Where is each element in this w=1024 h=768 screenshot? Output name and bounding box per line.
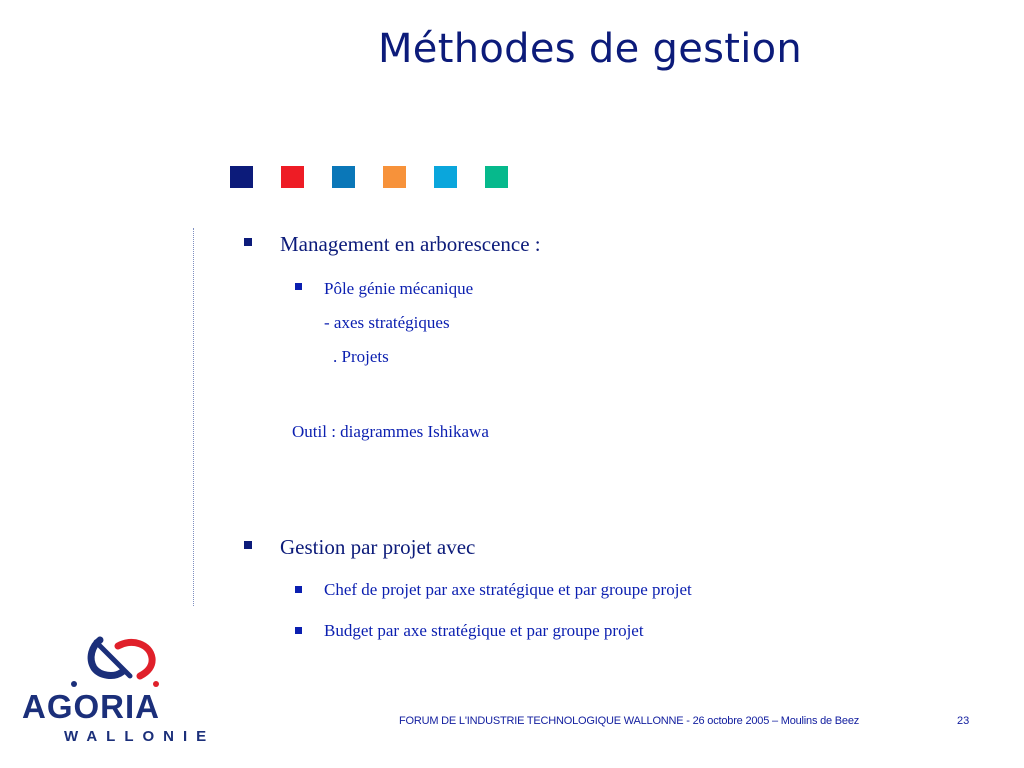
page-number: 23 xyxy=(957,715,970,727)
slide-title: Méthodes de gestion xyxy=(378,26,803,72)
bullet-square-icon xyxy=(244,541,252,549)
color-square-orange xyxy=(383,166,406,188)
agoria-logo xyxy=(22,632,236,750)
bullet-square-icon xyxy=(295,627,302,634)
logo-subtitle: WALLONIE xyxy=(64,728,216,745)
section1-line-axes: - axes stratégiques xyxy=(324,313,450,332)
color-squares xyxy=(230,166,520,190)
section1-heading: Management en arborescence : xyxy=(280,232,541,256)
logo-wordmark: AGORIA xyxy=(22,688,160,725)
color-square-blue xyxy=(332,166,355,188)
color-square-green xyxy=(485,166,508,188)
section1-line-projets: . Projets xyxy=(333,347,389,366)
logo-emblem-icon xyxy=(22,632,236,692)
footer-text: FORUM DE L'INDUSTRIE TECHNOLOGIQUE WALLONNE - 26 octobre 2005 – Moulins de Beez xyxy=(399,715,860,727)
section2-heading: Gestion par projet avec xyxy=(280,535,476,559)
section1-sub-item: Pôle génie mécanique xyxy=(324,279,474,298)
bullet-square-icon xyxy=(295,283,302,290)
bullet-square-icon xyxy=(244,238,252,246)
section2-item: Chef de projet par axe stratégique et par groupe projet xyxy=(324,580,692,599)
bullet-square-icon xyxy=(295,586,302,593)
color-square-navy xyxy=(230,166,253,188)
color-square-cyan xyxy=(434,166,457,188)
color-square-red xyxy=(281,166,304,188)
section2-item: Budget par axe stratégique et par groupe projet xyxy=(324,621,644,640)
section1-tool: Outil : diagrammes Ishikawa xyxy=(292,422,489,441)
vertical-divider xyxy=(193,228,194,606)
